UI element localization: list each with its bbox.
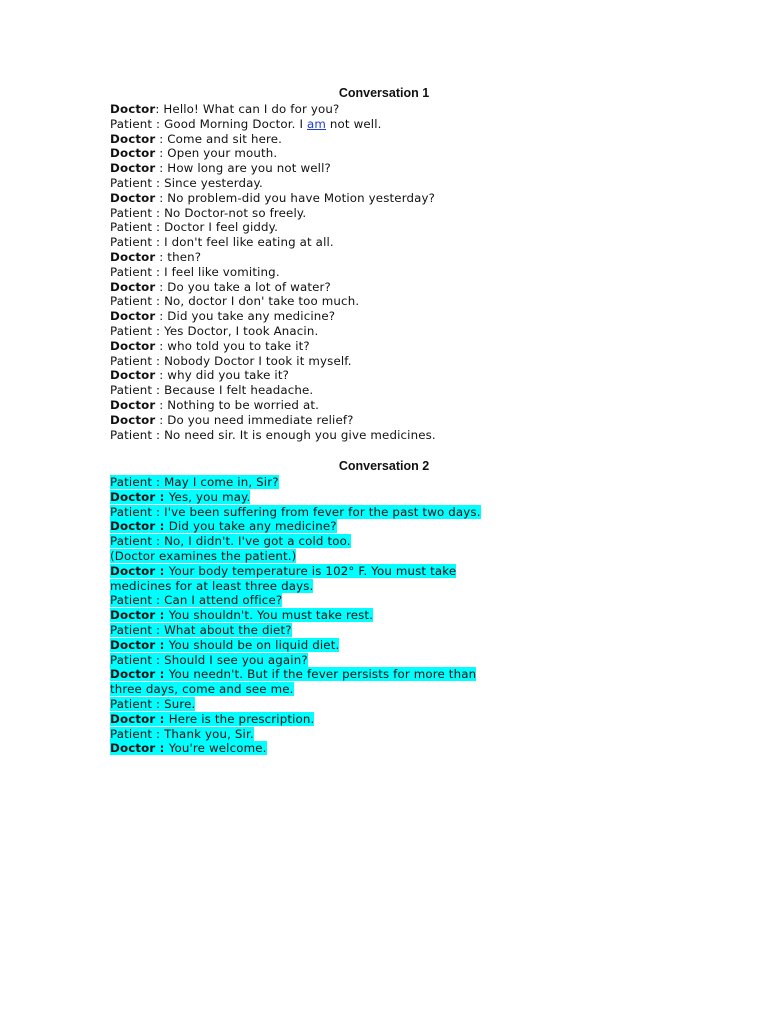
conversation-1-title: Conversation 1 [338,86,430,100]
speaker-separator: : [152,726,165,741]
speaker-label: Patient [110,726,153,741]
line-text: No need sir. It is enough you give medicines. [164,427,436,442]
dialogue-text [110,490,250,504]
speaker-label: Patient [110,116,153,131]
line-text: What about the diet? [164,622,292,637]
line-text: May I come in, Sir? [164,475,279,489]
dialogue-text [110,593,282,607]
dialogue-text [110,132,282,146]
conversation-2 [110,475,530,756]
dialogue-text [110,534,351,548]
dialogue-text [110,235,334,249]
speaker-label: Patient [110,593,153,608]
conversation-1 [110,102,530,442]
line-text: Because I felt headache. [164,383,314,398]
dialogue-text [110,339,310,353]
line-text: not well. [326,116,382,131]
speaker-label: Patient [110,220,153,235]
speaker-separator: : [155,741,169,756]
dialogue-line [110,250,530,265]
line-text: Sure. [164,696,196,711]
speaker-label: Doctor [110,637,156,652]
line-text: three days, come and see me. [110,682,294,697]
speaker-label: Patient [110,235,153,250]
dialogue-line [110,712,530,727]
dialogue-line [110,117,530,132]
dialogue-text [110,398,319,412]
speaker-separator: : [155,412,168,427]
dialogue-line [110,564,530,579]
dialogue-text [110,413,354,427]
speaker-label: Patient [110,652,153,667]
dialogue-line [110,623,530,638]
speaker-separator: : [155,489,169,504]
dialogue-line [110,161,530,176]
dialogue-line [110,265,530,280]
line-text: Nothing to be worried at. [167,397,320,412]
line-text: Your body temperature is 102° F. You must take [168,563,457,578]
speaker-separator: : [152,235,165,250]
speaker-separator: : [152,475,165,489]
speaker-label: Patient [110,175,153,190]
line-text: How long are you not well? [167,161,331,176]
dialogue-line [110,653,530,668]
dialogue-text [110,428,436,442]
speaker-label: Doctor [110,190,156,205]
speaker-label: Doctor [110,563,156,578]
dialogue-text [110,176,263,190]
dialogue-text [110,564,456,578]
line-text: Come and sit here. [167,131,283,146]
line-text: No, doctor I don' take too much. [164,294,360,309]
speaker-label: Doctor [110,741,156,756]
dialogue-line [110,102,530,117]
dialogue-line [110,368,530,383]
line-text: then? [167,249,202,264]
line-text: I don't feel like eating at all. [164,235,334,250]
speaker-separator: : [152,205,165,220]
speaker-separator: : [155,279,168,294]
dialogue-line [110,191,530,206]
line-text: Nobody Doctor I took it myself. [164,353,352,368]
speaker-label: Patient [110,323,153,338]
dialogue-text [110,712,314,726]
line-text: You needn't. But if the fever persists for more than [168,667,477,682]
dialogue-line [110,519,530,534]
dialogue-line [110,534,530,549]
dialogue-text [110,294,359,308]
dialogue-text [110,579,313,593]
dialogue-line [110,505,530,520]
speaker-separator: : [152,353,165,368]
dialogue-line [110,146,530,161]
dialogue-text [110,682,294,696]
dialogue-line [110,398,530,413]
line-text: who told you to take it? [167,338,310,353]
dialogue-text [110,505,481,519]
dialogue-text [110,653,308,667]
speaker-label: Patient [110,427,153,442]
line-text: Do you take a lot of water? [167,279,331,294]
speaker-label: Patient [110,205,153,220]
speaker-separator: : [155,338,168,353]
dialogue-line [110,280,530,295]
speaker-separator: : [155,249,168,264]
dialogue-line [110,697,530,712]
dialogue-line [110,413,530,428]
speaker-label: Patient [110,383,153,398]
dialogue-line [110,324,530,339]
speaker-label: Patient [110,264,153,279]
speaker-separator: : [155,519,169,534]
speaker-label: Doctor [110,412,156,427]
dialogue-text [110,354,352,368]
speaker-separator: : [155,161,168,176]
dialogue-text [110,250,201,264]
line-text: Open your mouth. [167,146,278,161]
dialogue-text [110,697,195,711]
word-link[interactable]: am [306,116,327,131]
line-text: Yes, you may. [168,489,251,504]
line-text: You should be on liquid diet. [168,637,340,652]
speaker-separator: : [155,146,168,161]
dialogue-line [110,235,530,250]
speaker-separator: : [152,294,165,309]
dialogue-text [110,146,277,160]
speaker-separator: : [155,711,169,726]
dialogue-line [110,354,530,369]
line-text: Do you need immediate relief? [167,412,354,427]
line-text: medicines for at least three days. [110,578,314,593]
speaker-label: Doctor [110,338,156,353]
dialogue-text [110,368,289,382]
speaker-label: Patient [110,294,153,309]
speaker-separator: : [152,652,165,667]
speaker-label: Doctor [110,489,156,504]
speaker-label: Doctor [110,667,156,682]
speaker-separator: : [155,563,169,578]
speaker-label: Doctor [110,249,156,264]
speaker-label: Patient [110,622,153,637]
line-text: I've been suffering from fever for the past two days. [164,504,481,519]
line-text: Doctor I feel giddy. [164,220,279,235]
speaker-label: Doctor [110,146,156,161]
dialogue-line [110,309,530,324]
speaker-separator: : [152,696,165,711]
speaker-separator: : [152,383,165,398]
dialogue-line [110,727,530,742]
line-text: No problem-did you have Motion yesterday? [167,190,436,205]
line-text: I feel like vomiting. [164,264,280,279]
dialogue-text [110,206,306,220]
speaker-separator: : [152,323,165,338]
dialogue-line [110,667,530,682]
line-text: Did you take any medicine? [167,309,336,324]
dialogue-line [110,206,530,221]
dialogue-line [110,741,530,756]
line-text: You shouldn't. You must take rest. [168,608,374,623]
dialogue-text [110,608,373,622]
dialogue-text [110,727,254,741]
dialogue-line [110,579,530,594]
speaker-separator: : [152,534,165,549]
speaker-separator: : [152,593,165,608]
speaker-separator: : [155,397,168,412]
dialogue-text [110,324,318,338]
dialogue-line [110,132,530,147]
speaker-label: Doctor [110,519,156,534]
line-text: Yes Doctor, I took Anacin. [164,323,319,338]
dialogue-text [110,309,335,323]
dialogue-text [110,741,267,755]
dialogue-line [110,428,530,443]
line-text: Did you take any medicine? [168,519,337,534]
speaker-label: Doctor [110,161,156,176]
speaker-separator: : [152,622,165,637]
dialogue-text [110,638,339,652]
speaker-label: Doctor [110,309,156,324]
line-text: You're welcome. [168,741,267,756]
dialogue-line [110,593,530,608]
dialogue-line [110,608,530,623]
line-text: why did you take it? [167,368,290,383]
speaker-label: Doctor [110,131,156,146]
dialogue-line [110,549,530,564]
dialogue-text [110,117,382,131]
line-text: Good Morning Doctor. I [164,116,307,131]
line-text: No, I didn't. I've got a cold too. [164,534,351,549]
line-text: Should I see you again? [164,652,308,667]
speaker-label: Doctor [110,711,156,726]
speaker-label: Patient [110,353,153,368]
dialogue-text [110,667,476,681]
line-text: Hello! What can I do for you? [163,102,340,116]
dialogue-text [110,623,292,637]
speaker-separator: : [155,309,168,324]
dialogue-text [110,102,339,116]
dialogue-line [110,339,530,354]
speaker-separator: : [152,427,165,442]
dialogue-text [110,265,280,279]
dialogue-line [110,490,530,505]
line-text: No Doctor-not so freely. [164,205,307,220]
speaker-label: Patient [110,504,153,519]
speaker-separator: : [155,131,168,146]
speaker-separator: : [152,116,165,131]
speaker-label: Doctor [110,279,156,294]
speaker-label: Patient [110,475,153,489]
speaker-separator: : [155,102,164,116]
dialogue-text [110,191,435,205]
speaker-separator: : [152,264,165,279]
speaker-separator: : [152,504,165,519]
dialogue-line [110,682,530,697]
speaker-separator: : [155,667,169,682]
dialogue-text [110,519,337,533]
dialogue-text [110,220,278,234]
dialogue-text [110,280,331,294]
line-text: Here is the prescription. [168,711,315,726]
dialogue-line [110,220,530,235]
line-text: Since yesterday. [164,175,263,190]
speaker-separator: : [155,368,168,383]
speaker-label: Doctor [110,397,156,412]
dialogue-line [110,638,530,653]
speaker-label: Patient [110,534,153,549]
line-text: Can I attend office? [164,593,283,608]
speaker-separator: : [155,190,168,205]
speaker-separator: : [152,220,165,235]
dialogue-text [110,549,296,563]
dialogue-line [110,176,530,191]
speaker-separator: : [155,608,169,623]
dialogue-line [110,294,530,309]
line-text: Thank you, Sir. [164,726,254,741]
dialogue-line [110,383,530,398]
dialogue-line [110,475,530,490]
speaker-separator: : [155,637,169,652]
dialogue-text [110,383,313,397]
line-text: (Doctor examines the patient.) [110,548,297,563]
speaker-label: Doctor [110,368,156,383]
speaker-label: Patient [110,696,153,711]
speaker-separator: : [152,175,165,190]
dialogue-text [110,161,331,175]
speaker-label: Doctor [110,608,156,623]
speaker-label: Doctor [110,102,156,116]
dialogue-text [110,475,279,489]
conversation-2-title: Conversation 2 [338,459,430,473]
